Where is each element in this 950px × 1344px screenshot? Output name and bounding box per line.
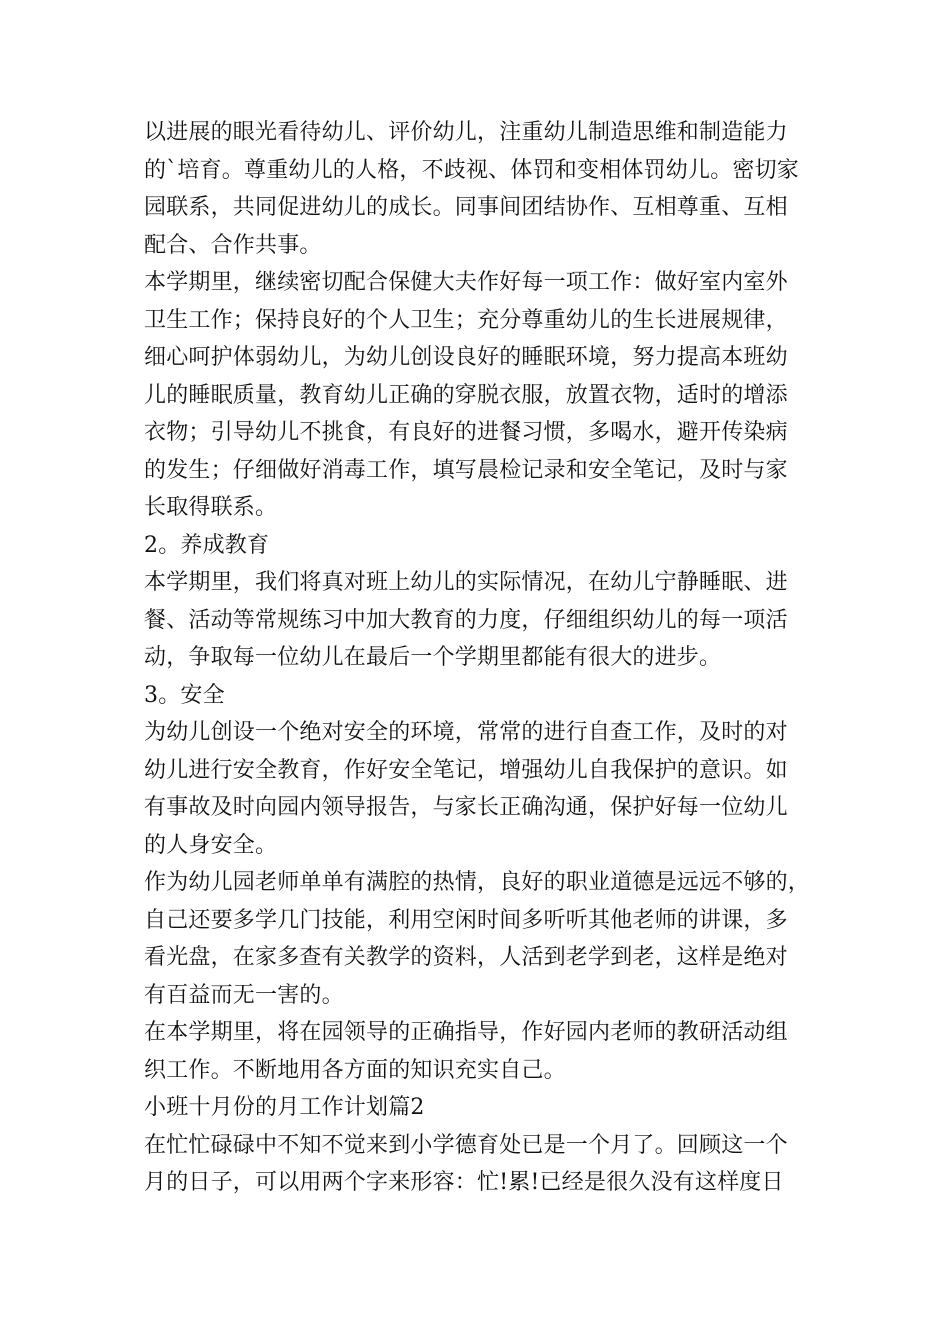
text-line: 卫生工作；保持良好的个人卫生；充分尊重幼儿的生长进展规律， [144,307,788,333]
text-line: 有百益而无一害的。 [144,982,344,1008]
text-line: 织工作。不断地用各方面的知识充实自己。 [144,1057,566,1083]
text-line: 为幼儿创设一个绝对安全的环境，常常的进行自查工作，及时的对 [144,720,788,745]
text-line: 本学期里，我们将真对班上幼儿的实际情况，在幼儿宁静睡眠、进 [144,570,788,595]
text-line: 的人身安全。 [144,832,278,858]
article-title: 小班十月份的月工作计划篇2 [144,1095,425,1120]
text-line: 自己还要多学几门技能，利用空闲时间多听听其他老师的讲课，多 [144,907,788,933]
text-line: 动，争取每一位幼儿在最后一个学期里都能有很大的进步。 [144,645,722,670]
text-line: 园联系，共同促进幼儿的成长。同事间团结协作、互相尊重、互相 [144,195,788,220]
text-line: 在本学期里，将在园领导的正确指导，作好园内老师的教研活动组 [144,1020,788,1045]
text-line: 儿的睡眠质量，教育幼儿正确的穿脱衣服，放置衣物，适时的增添 [144,382,788,408]
text-line: 作为幼儿园老师单单有满腔的热情，良好的职业道德是远远不够的， [144,870,811,895]
text-line: 幼儿进行安全教育，作好安全笔记，增强幼儿自我保护的意识。如 [144,757,788,783]
section-heading: 3。安全 [144,682,225,708]
document-body [144,114,820,1202]
text-line: 看光盘，在家多查有关教学的资料，人活到老学到老，这样是绝对 [144,945,788,970]
text-line: 细心呵护体弱幼儿，为幼儿创设良好的睡眠环境，努力提高本班幼 [144,345,788,370]
text-line: 有事故及时向园内领导报告，与家长正确沟通，保护好每一位幼儿 [144,795,788,820]
text-line: 配合、合作共事。 [144,232,322,258]
text-line: 以进展的眼光看待幼儿、评价幼儿，注重幼儿制造思维和制造能力 [144,120,788,145]
text-line: 月的日子，可以用两个字来形容：忙!累!已经是很久没有这样度日 [144,1170,784,1195]
text-line: 的发生；仔细做好消毒工作，填写晨检记录和安全笔记，及时与家 [144,457,788,483]
text-line: 长取得联系。 [144,495,278,520]
text-line: 在忙忙碌碌中不知不觉来到小学德育处已是一个月了。回顾这一个 [144,1132,788,1158]
text-line: 的`培育。尊重幼儿的人格，不歧视、体罚和变相体罚幼儿。密切家 [144,157,800,183]
text-line: 餐、活动等常规练习中加大教育的力度，仔细组织幼儿的每一项活 [144,607,788,633]
text-line: 衣物；引导幼儿不挑食，有良好的进餐习惯，多喝水，避开传染病 [144,420,788,445]
text-line: 本学期里，继续密切配合保健大夫作好每一项工作：做好室内室外 [144,270,788,295]
section-heading: 2。养成教育 [144,532,270,558]
